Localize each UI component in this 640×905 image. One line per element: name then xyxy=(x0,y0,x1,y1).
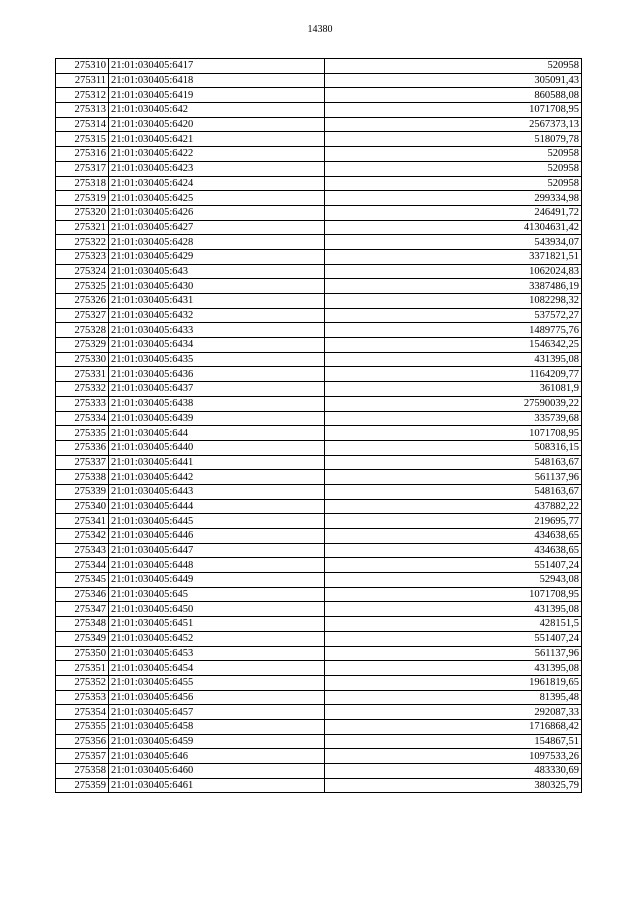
cadastral-number-cell: 21:01:030405:6421 xyxy=(109,132,325,147)
cadastral-value-cell: 548163,67 xyxy=(325,484,582,499)
table-row xyxy=(56,161,582,176)
table-row xyxy=(56,88,582,103)
cadastral-number-cell: 21:01:030405:6424 xyxy=(109,176,325,191)
row-number-cell: 275352 xyxy=(56,675,109,690)
row-number-cell: 275342 xyxy=(56,529,109,544)
row-number-cell: 275357 xyxy=(56,749,109,764)
row-number-cell: 275345 xyxy=(56,573,109,588)
table-row xyxy=(56,499,582,514)
cadastral-number-cell: 21:01:030405:6418 xyxy=(109,73,325,88)
cadastral-number-cell: 21:01:030405:6428 xyxy=(109,235,325,250)
cadastral-value-cell: 520958 xyxy=(325,59,582,74)
row-number-cell: 275314 xyxy=(56,117,109,132)
row-number-cell: 275333 xyxy=(56,396,109,411)
cadastral-number-cell: 21:01:030405:6438 xyxy=(109,396,325,411)
table-row xyxy=(56,396,582,411)
cadastral-value-cell: 81395,48 xyxy=(325,690,582,705)
row-number-cell: 275338 xyxy=(56,470,109,485)
table-row xyxy=(56,220,582,235)
table-row xyxy=(56,749,582,764)
row-number-cell: 275325 xyxy=(56,279,109,294)
row-number-cell: 275324 xyxy=(56,264,109,279)
cadastral-value-cell: 3371821,51 xyxy=(325,249,582,264)
row-number-cell: 275339 xyxy=(56,484,109,499)
cadastral-number-cell: 21:01:030405:6441 xyxy=(109,455,325,470)
cadastral-value-cell: 437882,22 xyxy=(325,499,582,514)
cadastral-number-cell: 21:01:030405:6455 xyxy=(109,675,325,690)
table-row xyxy=(56,426,582,441)
cadastral-number-cell: 21:01:030405:6420 xyxy=(109,117,325,132)
cadastral-value-cell: 431395,08 xyxy=(325,352,582,367)
cadastral-number-cell: 21:01:030405:6447 xyxy=(109,543,325,558)
cadastral-value-cell: 1071708,95 xyxy=(325,426,582,441)
row-number-cell: 275332 xyxy=(56,382,109,397)
table-row xyxy=(56,484,582,499)
cadastral-number-cell: 21:01:030405:6439 xyxy=(109,411,325,426)
row-number-cell: 275343 xyxy=(56,543,109,558)
cadastral-number-cell: 21:01:030405:6417 xyxy=(109,59,325,74)
cadastral-value-cell: 305091,43 xyxy=(325,73,582,88)
row-number-cell: 275350 xyxy=(56,646,109,661)
table-row xyxy=(56,440,582,455)
cadastral-value-cell: 1546342,25 xyxy=(325,338,582,353)
cadastral-value-cell: 1071708,95 xyxy=(325,103,582,118)
row-number-cell: 275312 xyxy=(56,88,109,103)
cadastral-number-cell: 21:01:030405:6429 xyxy=(109,249,325,264)
cadastral-number-cell: 21:01:030405:6434 xyxy=(109,338,325,353)
cadastral-value-cell: 1961819,65 xyxy=(325,675,582,690)
cadastral-value-cell: 520958 xyxy=(325,176,582,191)
cadastral-number-cell: 21:01:030405:6423 xyxy=(109,161,325,176)
table-row xyxy=(56,205,582,220)
table-row xyxy=(56,191,582,206)
table-row xyxy=(56,558,582,573)
table-row xyxy=(56,705,582,720)
cadastral-number-cell: 21:01:030405:6432 xyxy=(109,308,325,323)
cadastral-value-cell: 428151,5 xyxy=(325,617,582,632)
row-number-cell: 275315 xyxy=(56,132,109,147)
cadastral-value-cell: 520958 xyxy=(325,147,582,162)
table-row xyxy=(56,675,582,690)
row-number-cell: 275349 xyxy=(56,631,109,646)
table-row xyxy=(56,308,582,323)
table-row xyxy=(56,338,582,353)
row-number-cell: 275318 xyxy=(56,176,109,191)
cadastral-number-cell: 21:01:030405:6450 xyxy=(109,602,325,617)
cadastral-number-cell: 21:01:030405:644 xyxy=(109,426,325,441)
cadastral-value-cell: 561137,96 xyxy=(325,470,582,485)
table-row xyxy=(56,176,582,191)
table-row xyxy=(56,132,582,147)
row-number-cell: 275353 xyxy=(56,690,109,705)
cadastral-value-cell: 246491,72 xyxy=(325,205,582,220)
table-row xyxy=(56,59,582,74)
table-body xyxy=(56,59,582,793)
cadastral-value-table xyxy=(55,58,582,793)
cadastral-value-cell: 1164209,77 xyxy=(325,367,582,382)
row-number-cell: 275317 xyxy=(56,161,109,176)
row-number-cell: 275322 xyxy=(56,235,109,250)
row-number-cell: 275310 xyxy=(56,59,109,74)
cadastral-number-cell: 21:01:030405:6452 xyxy=(109,631,325,646)
row-number-cell: 275313 xyxy=(56,103,109,118)
cadastral-value-cell: 561137,96 xyxy=(325,646,582,661)
table-row xyxy=(56,514,582,529)
table-row xyxy=(56,573,582,588)
cadastral-number-cell: 21:01:030405:6426 xyxy=(109,205,325,220)
table-row xyxy=(56,529,582,544)
cadastral-number-cell: 21:01:030405:6444 xyxy=(109,499,325,514)
cadastral-value-cell: 41304631,42 xyxy=(325,220,582,235)
row-number-cell: 275316 xyxy=(56,147,109,162)
cadastral-number-cell: 21:01:030405:6458 xyxy=(109,719,325,734)
cadastral-value-cell: 1062024,83 xyxy=(325,264,582,279)
table-row xyxy=(56,646,582,661)
cadastral-number-cell: 21:01:030405:6445 xyxy=(109,514,325,529)
table-row xyxy=(56,470,582,485)
row-number-cell: 275358 xyxy=(56,764,109,779)
cadastral-number-cell: 21:01:030405:6435 xyxy=(109,352,325,367)
cadastral-number-cell: 21:01:030405:6425 xyxy=(109,191,325,206)
cadastral-value-cell: 520958 xyxy=(325,161,582,176)
table-row xyxy=(56,235,582,250)
cadastral-value-cell: 299334,98 xyxy=(325,191,582,206)
cadastral-value-cell: 551407,24 xyxy=(325,631,582,646)
cadastral-value-cell: 551407,24 xyxy=(325,558,582,573)
row-number-cell: 275355 xyxy=(56,719,109,734)
table-row xyxy=(56,631,582,646)
row-number-cell: 275311 xyxy=(56,73,109,88)
cadastral-number-cell: 21:01:030405:6433 xyxy=(109,323,325,338)
row-number-cell: 275359 xyxy=(56,778,109,793)
cadastral-value-cell: 2567373,13 xyxy=(325,117,582,132)
cadastral-value-cell: 3387486,19 xyxy=(325,279,582,294)
cadastral-value-cell: 537572,27 xyxy=(325,308,582,323)
cadastral-number-cell: 21:01:030405:6427 xyxy=(109,220,325,235)
table-row xyxy=(56,719,582,734)
table-row xyxy=(56,103,582,118)
row-number-cell: 275335 xyxy=(56,426,109,441)
row-number-cell: 275334 xyxy=(56,411,109,426)
cadastral-number-cell: 21:01:030405:6446 xyxy=(109,529,325,544)
cadastral-value-cell: 508316,15 xyxy=(325,440,582,455)
row-number-cell: 275321 xyxy=(56,220,109,235)
table-row xyxy=(56,778,582,793)
row-number-cell: 275341 xyxy=(56,514,109,529)
cadastral-value-cell: 52943,08 xyxy=(325,573,582,588)
cadastral-number-cell: 21:01:030405:6422 xyxy=(109,147,325,162)
table-row xyxy=(56,543,582,558)
cadastral-number-cell: 21:01:030405:6440 xyxy=(109,440,325,455)
cadastral-value-cell: 335739,68 xyxy=(325,411,582,426)
cadastral-number-cell: 21:01:030405:6448 xyxy=(109,558,325,573)
cadastral-value-cell: 1097533,26 xyxy=(325,749,582,764)
table-row xyxy=(56,764,582,779)
cadastral-value-cell: 1489775,76 xyxy=(325,323,582,338)
row-number-cell: 275356 xyxy=(56,734,109,749)
table-row xyxy=(56,147,582,162)
table-row xyxy=(56,661,582,676)
row-number-cell: 275329 xyxy=(56,338,109,353)
cadastral-value-cell: 431395,08 xyxy=(325,661,582,676)
cadastral-number-cell: 21:01:030405:6453 xyxy=(109,646,325,661)
table-row xyxy=(56,279,582,294)
row-number-cell: 275336 xyxy=(56,440,109,455)
cadastral-number-cell: 21:01:030405:6430 xyxy=(109,279,325,294)
cadastral-value-cell: 431395,08 xyxy=(325,602,582,617)
cadastral-value-cell: 361081,9 xyxy=(325,382,582,397)
table-row xyxy=(56,455,582,470)
row-number-cell: 275344 xyxy=(56,558,109,573)
table-row xyxy=(56,734,582,749)
table-row xyxy=(56,411,582,426)
row-number-cell: 275331 xyxy=(56,367,109,382)
row-number-cell: 275323 xyxy=(56,249,109,264)
table-row xyxy=(56,382,582,397)
cadastral-number-cell: 21:01:030405:6442 xyxy=(109,470,325,485)
cadastral-value-cell: 292087,33 xyxy=(325,705,582,720)
cadastral-value-cell: 27590039,22 xyxy=(325,396,582,411)
cadastral-value-cell: 518079,78 xyxy=(325,132,582,147)
row-number-cell: 275351 xyxy=(56,661,109,676)
cadastral-number-cell: 21:01:030405:6454 xyxy=(109,661,325,676)
row-number-cell: 275319 xyxy=(56,191,109,206)
cadastral-number-cell: 21:01:030405:643 xyxy=(109,264,325,279)
table-row xyxy=(56,73,582,88)
cadastral-value-cell: 483330,69 xyxy=(325,764,582,779)
table-row xyxy=(56,602,582,617)
cadastral-value-cell: 1716868,42 xyxy=(325,719,582,734)
cadastral-value-cell: 380325,79 xyxy=(325,778,582,793)
cadastral-value-cell: 543934,07 xyxy=(325,235,582,250)
row-number-cell: 275327 xyxy=(56,308,109,323)
table-row xyxy=(56,587,582,602)
cadastral-number-cell: 21:01:030405:642 xyxy=(109,103,325,118)
cadastral-number-cell: 21:01:030405:6461 xyxy=(109,778,325,793)
cadastral-value-cell: 1071708,95 xyxy=(325,587,582,602)
row-number-cell: 275326 xyxy=(56,294,109,309)
cadastral-value-cell: 1082298,32 xyxy=(325,294,582,309)
row-number-cell: 275346 xyxy=(56,587,109,602)
table-row xyxy=(56,690,582,705)
cadastral-value-cell: 548163,67 xyxy=(325,455,582,470)
cadastral-number-cell: 21:01:030405:6449 xyxy=(109,573,325,588)
row-number-cell: 275337 xyxy=(56,455,109,470)
cadastral-number-cell: 21:01:030405:6431 xyxy=(109,294,325,309)
page-number: 14380 xyxy=(307,24,333,35)
cadastral-number-cell: 21:01:030405:6443 xyxy=(109,484,325,499)
cadastral-number-cell: 21:01:030405:6437 xyxy=(109,382,325,397)
row-number-cell: 275340 xyxy=(56,499,109,514)
cadastral-value-cell: 860588,08 xyxy=(325,88,582,103)
cadastral-number-cell: 21:01:030405:645 xyxy=(109,587,325,602)
row-number-cell: 275348 xyxy=(56,617,109,632)
table-row xyxy=(56,323,582,338)
table-row xyxy=(56,367,582,382)
row-number-cell: 275330 xyxy=(56,352,109,367)
cadastral-number-cell: 21:01:030405:6451 xyxy=(109,617,325,632)
cadastral-value-cell: 219695,77 xyxy=(325,514,582,529)
cadastral-number-cell: 21:01:030405:6419 xyxy=(109,88,325,103)
table-row xyxy=(56,264,582,279)
table-row xyxy=(56,117,582,132)
row-number-cell: 275354 xyxy=(56,705,109,720)
cadastral-number-cell: 21:01:030405:6459 xyxy=(109,734,325,749)
table-row xyxy=(56,352,582,367)
cadastral-number-cell: 21:01:030405:6457 xyxy=(109,705,325,720)
cadastral-number-cell: 21:01:030405:646 xyxy=(109,749,325,764)
table-row xyxy=(56,617,582,632)
row-number-cell: 275347 xyxy=(56,602,109,617)
cadastral-number-cell: 21:01:030405:6460 xyxy=(109,764,325,779)
cadastral-value-cell: 154867,51 xyxy=(325,734,582,749)
cadastral-number-cell: 21:01:030405:6456 xyxy=(109,690,325,705)
row-number-cell: 275328 xyxy=(56,323,109,338)
cadastral-value-cell: 434638,65 xyxy=(325,529,582,544)
cadastral-number-cell: 21:01:030405:6436 xyxy=(109,367,325,382)
row-number-cell: 275320 xyxy=(56,205,109,220)
table-row xyxy=(56,294,582,309)
cadastral-value-cell: 434638,65 xyxy=(325,543,582,558)
table-row xyxy=(56,249,582,264)
